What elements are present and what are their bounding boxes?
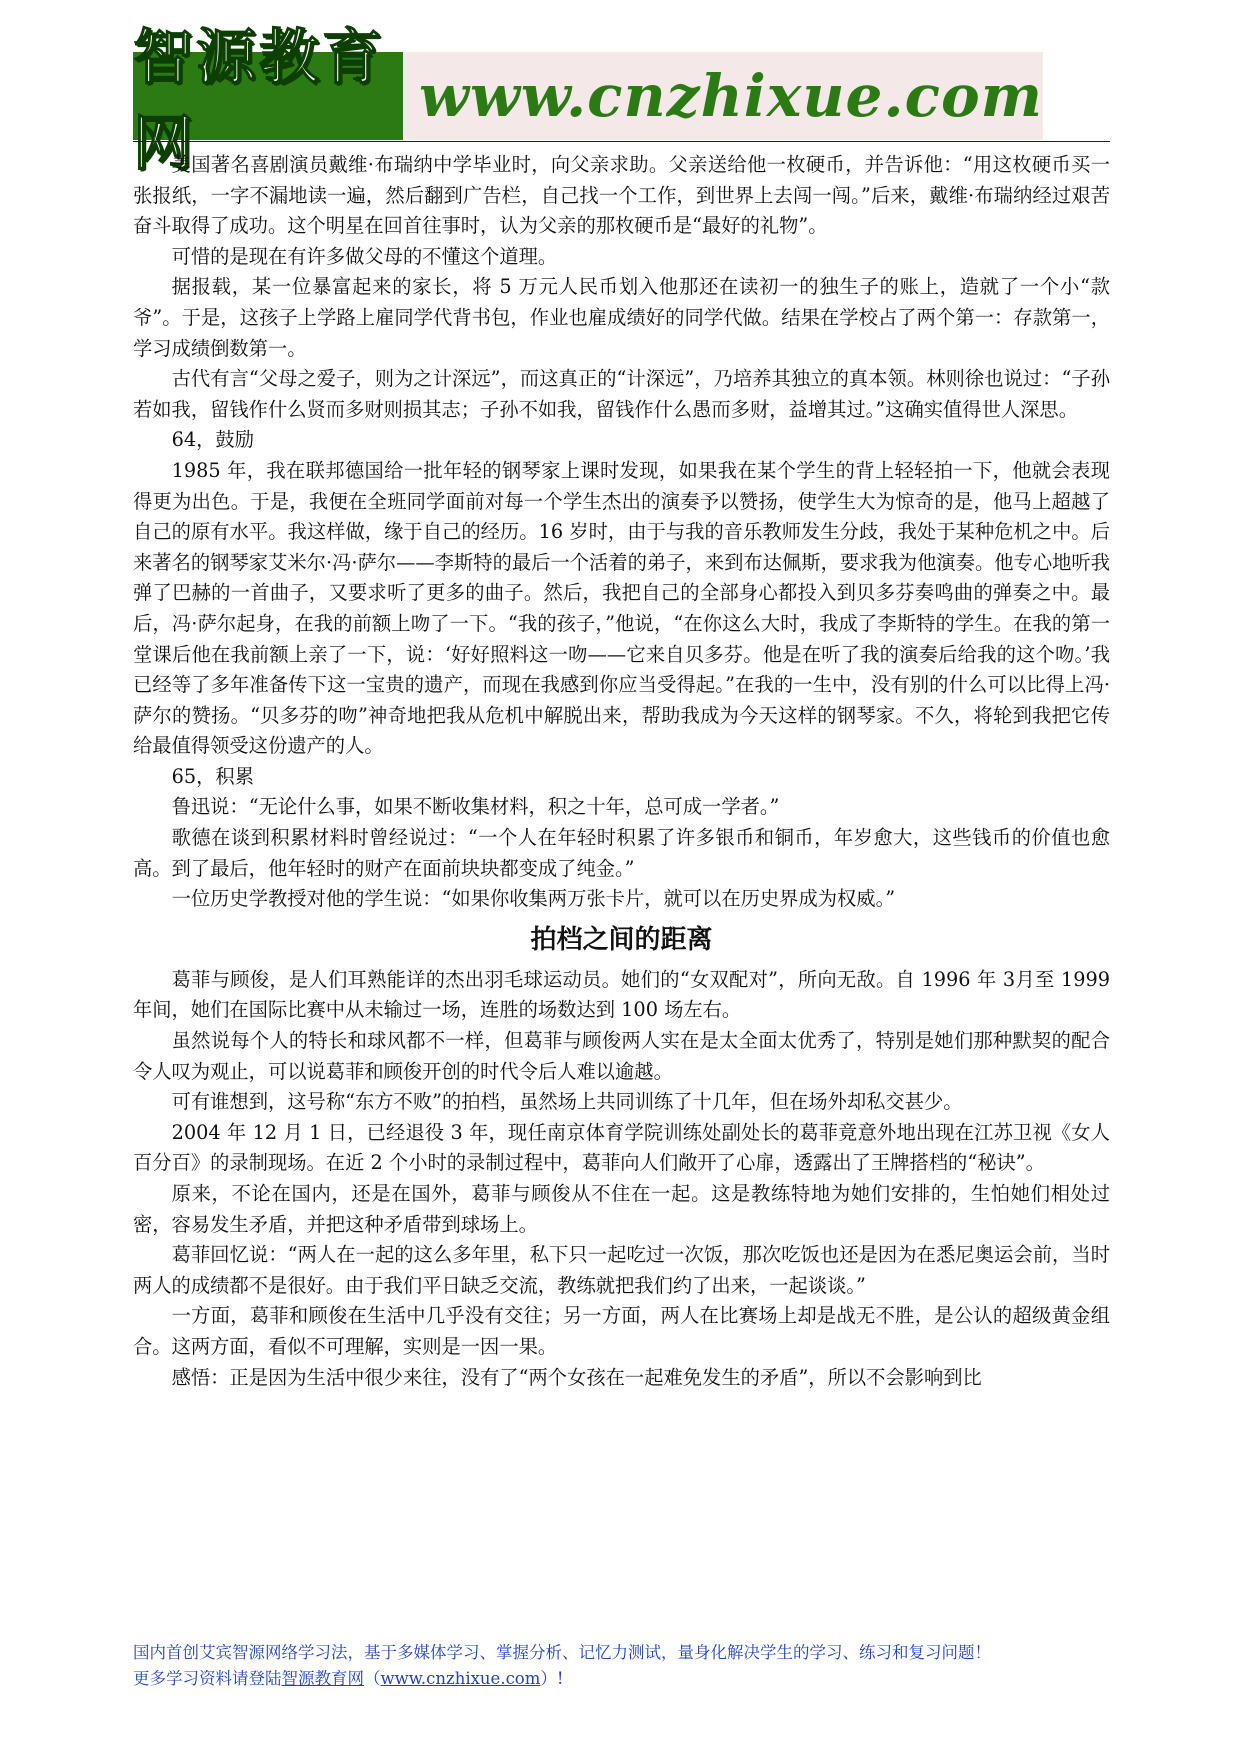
footer-promo: 国内首创艾宾智源网络学习法，基于多媒体学习、掌握分析、记忆力测试，量身化解决学生的学习、练习和复习问题！ — [133, 1643, 991, 1662]
text-line: 感悟：正是因为生活中很少来往，没有了“两个女孩在一起难免发生的矛盾”，所以不会影响到比 — [171, 1365, 982, 1389]
paragraph — [133, 1087, 1110, 1118]
paragraph — [133, 884, 1110, 915]
paragraph — [133, 1301, 1110, 1362]
text-line: 65，积累 — [171, 764, 254, 788]
paragraph — [133, 762, 1110, 793]
text-line: 可有谁想到，这号称“东方不败”的拍档，虽然场上共同训练了十几年，但在场外却私交甚少。 — [171, 1090, 963, 1114]
text-line: 的价值也愈高。到了最后，他年轻时的财产在面前块块都变成了纯金。” — [133, 826, 1110, 880]
text-line: 过。”这确实值得世人深思。 — [846, 397, 1078, 421]
text-line: 发生分歧，我处于某种危机之中。后来著名的钢琴家艾米尔·冯·萨尔——李斯特的最后一个活着的弟 — [133, 520, 1110, 574]
footer-more-info — [133, 1666, 1110, 1692]
text-line: 超级黄金组合。这两方面，看似不可理解，实则是一因一果。 — [133, 1304, 1111, 1358]
text-line: 他就会表现得更为出色。于是，我便在全班同学面前对每一个学生杰出的演奏予以赞扬，使学生大为惊 — [133, 458, 1110, 513]
text-line: 一方面，葛菲和顾俊在生活中几乎没有交往；另一方面，两人在比赛场上却是战无不胜，是公认的 — [171, 1304, 1013, 1328]
paragraph — [133, 425, 1110, 456]
paragraph — [133, 150, 1110, 242]
text-line: 古代有言“父母之爱子，则为之计深远”，而这真正的“计深远”，乃培养其独立的真本领。林则徐 — [171, 367, 985, 391]
site-url-text: www.cnzhixue.com — [419, 62, 1043, 130]
text-line: 歌德在谈到积累材料时曾经说过：“一个人在年轻时积累了许多银币和铜币，年岁愈大，这些钱币 — [171, 826, 1012, 850]
section-two — [133, 965, 1110, 1393]
text-line: 葛菲回忆说：“两人在一起的这么多年里，私下只一起吃过一次饭，那次吃饭也还是因为在悉尼奥 — [171, 1243, 994, 1267]
text-line: 1985 年，我在联邦德国给一批年轻的钢琴家上课时发现，如果我在某个学生的背上轻轻拍一下， — [171, 458, 1013, 482]
footer-prefix: 更多学习资料请登陆 — [133, 1669, 282, 1688]
text-line: 奇的是，他马上超越了自己的原有水平。我这样做，缘于自己的经历。16 岁时，由于与我的音乐教师 — [133, 489, 1111, 544]
paragraph — [133, 823, 1110, 884]
text-line: 2004 年 12 月 1 日，已经退役 3 年，现任南京体育学院训练处副处长的葛菲竟意外地出现在江苏卫 — [171, 1120, 1033, 1144]
text-line: 月至 1999 年间，她们在国际比赛中从未输过一场，连胜的场数达到 100 场左右。 — [133, 967, 1110, 1022]
site-url-banner — [403, 52, 1043, 140]
text-line: 了多年准备传下这一宝贵的遗产，而现在我感到你应当受得起。”在我的一生中，没有别的什么可以比 — [191, 673, 1046, 697]
footer-site-link[interactable]: 智源教育网 — [281, 1669, 364, 1688]
text-line: 也说过：“子孙若如我，留钱作什么贤而多财则损其志；子孙不如我，留钱作什么愚而多财，益增其 — [133, 367, 1110, 421]
text-line: 可惜的是现在有许多做父母的不懂这个道理。 — [171, 244, 558, 268]
text-line: 虽然说每个人的特长和球风都不一样，但葛菲与顾俊两人实在是太全面太优秀了，特别是她们那种 — [171, 1029, 1013, 1053]
header-divider — [133, 141, 1110, 142]
page-footer — [133, 1640, 1110, 1692]
text-line: 视《女人百分百》的录制现场。在近 2 个小时的录制过程中，葛菲向人们敞开了心扉，透露出了王牌搭 — [133, 1120, 1110, 1175]
paragraph — [133, 1118, 1110, 1179]
text-line: 运会前，当时两人的成绩都不是很好。由于我们平日缺乏交流，教练就把我们约了出来，一起谈谈。” — [133, 1243, 1111, 1297]
text-line: 档的“秘诀”。 — [928, 1151, 1045, 1175]
site-logo-text: 智源教育网 — [133, 23, 385, 179]
text-line: 一位历史学教授对他的学生说：“如果你收集两万张卡片，就可以在历史界成为权威。” — [171, 887, 896, 911]
text-line: 葛菲与顾俊，是人们耳熟能详的杰出羽毛球运动员。她们的“女双配对”，所向无敌。自 1996 年 3 — [171, 967, 1016, 991]
article-body — [133, 150, 1110, 1393]
text-line: 两个第一：存款第一，学习成绩倒数第一。 — [133, 305, 1111, 360]
text-line: 后，我把自己的全部身心都投入到贝多芬奏鸣曲的弹奏之中。最后，冯·萨尔起身，在我的前额上吻了 — [133, 581, 1111, 635]
text-line: 美国著名喜剧演员戴维·布瑞纳中学毕业时，向父亲求助。父亲送给他一枚硬币，并告诉他：“用 — [171, 153, 993, 176]
text-line: 不久，将轮到我把它传给最值得领受这份遗产的人。 — [133, 703, 1110, 758]
footer-paren-open: （ — [364, 1669, 381, 1688]
paragraph — [133, 272, 1110, 364]
footer-url-link[interactable]: www.cnzhixue.com — [380, 1669, 541, 1688]
paragraph — [133, 965, 1110, 1026]
text-line: 后来，戴维·布瑞纳经过艰苦奋斗取得了成功。这个明星在回首往事时，认为父亲的那枚硬币是“最好 — [133, 183, 1110, 238]
text-line: 据报载，某一位暴富起来的家长，将 5 万元人民币划入他那还在读初一的独生子的账上，造就了一 — [171, 275, 1040, 299]
footer-paren-close: ）! — [540, 1669, 564, 1688]
site-logo — [133, 23, 403, 179]
text-line: 得上冯·萨尔的赞扬。“贝多芬的吻”神奇地把我从危机中解脱出来，帮助我成为今天这样的钢琴家。 — [133, 673, 1110, 727]
paragraph — [133, 1240, 1110, 1301]
paragraph — [133, 242, 1110, 273]
section-title: 拍档之间的距离 — [530, 924, 713, 955]
text-line: 的礼物”。 — [740, 214, 828, 238]
text-line: 默契的配合令人叹为观止，可以说葛菲和顾俊开创的时代令后人难以逾越。 — [133, 1029, 1111, 1083]
text-line: 鲁迅说：“无论什么事，如果不断收集材料，积之十年，总可成一学者。” — [171, 795, 780, 819]
paragraph — [133, 1179, 1110, 1240]
text-line: 个小“款爷”。于是，这孩子上学路上雇同学代背书包，作业也雇成绩好的同学代做。结果在学校占了 — [133, 275, 1110, 329]
paragraph — [133, 364, 1110, 425]
text-line: 原来，不论在国内，还是在国外，葛菲与顾俊从不住在一起。这是教练特地为她们安排的，生怕她 — [171, 1182, 1031, 1205]
text-line: 这枚硬币买一张报纸，一字不漏地读一遍，然后翻到广告栏，自己找一个工作，到世界上去闯一闯。” — [133, 153, 1111, 207]
text-line: 了一下，说：‘好好照料这一吻——它来自贝多芬。他是在听了我的演奏后给我的这个吻。’我已经等 — [133, 642, 1111, 697]
text-line: 64，鼓励 — [171, 428, 254, 452]
paragraph — [133, 1363, 1110, 1394]
paragraph — [133, 792, 1110, 823]
paragraph — [133, 1026, 1110, 1087]
text-line: 一下。“我的孩子，”他说，“在你这么大时，我成了李斯特的学生。在我的第一堂课后他在我前额上亲 — [133, 611, 1110, 666]
text-line: 子，来到布达佩斯，要求我为他演奏。他专心地听我弹了巴赫的一首曲子，又要求听了更多的曲子。然 — [133, 550, 1110, 605]
paragraph — [133, 456, 1110, 762]
text-line: 们相处过密，容易发生矛盾，并把这种矛盾带到球场上。 — [133, 1182, 1111, 1236]
section-one — [133, 150, 1110, 915]
